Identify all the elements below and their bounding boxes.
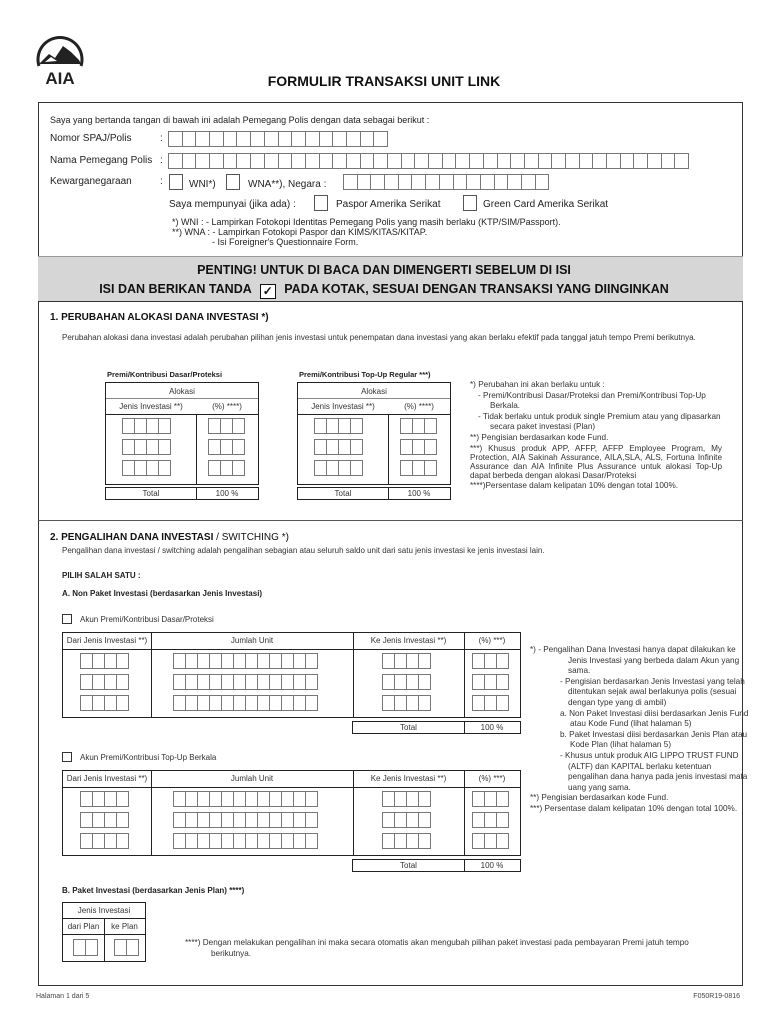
char-box[interactable] <box>223 153 238 169</box>
char-box[interactable] <box>620 153 635 169</box>
char-box[interactable] <box>250 131 265 147</box>
column-header: Jumlah Unit <box>230 636 274 645</box>
char-box[interactable] <box>494 174 509 190</box>
switch-field[interactable] <box>174 791 318 807</box>
total-row <box>105 487 259 500</box>
char-box[interactable] <box>418 674 431 690</box>
section2-desc: Pengalihan dana investasi / switching adalah pengalihan sebagian atau seluruh saldo unit dari satu jenis investasi ke jenis investasi lain. <box>62 546 545 555</box>
char-box[interactable] <box>466 174 481 190</box>
column-header: Ke Jenis Investasi **) <box>370 636 447 645</box>
section2-heading <box>50 532 289 543</box>
rule <box>196 414 197 485</box>
wni-label: WNI*) <box>189 179 216 190</box>
column-header: Jumlah Unit <box>230 774 274 783</box>
char-box[interactable] <box>305 153 320 169</box>
switch-field[interactable] <box>81 812 129 828</box>
char-box[interactable] <box>116 653 129 669</box>
char-box[interactable] <box>425 174 440 190</box>
char-box[interactable] <box>158 439 171 455</box>
rule <box>353 771 354 855</box>
account-label: Akun Premi/Kontribusi Top-Up Berkala <box>80 753 217 762</box>
section1-heading: 1. PERUBAHAN ALOKASI DANA INVESTASI *) <box>50 312 269 323</box>
colon: : <box>160 176 163 187</box>
rule <box>151 633 152 717</box>
section1-notes <box>470 380 722 491</box>
char-box[interactable] <box>305 833 318 849</box>
char-box[interactable] <box>305 653 318 669</box>
alokasi-header: Alokasi <box>169 387 195 396</box>
note: - Tidak berlaku untuk produk single Premium atau yang dipasarkan secara paket investasi (Plan) <box>478 411 721 432</box>
section1-desc: Perubahan alokasi dana investasi adalah perubahan pilihan jenis investasi untuk penempatan dana investasi yang akan berlaku efektif pada tanggal jatuh tempo Premi berikutnya. <box>62 333 696 342</box>
char-box[interactable] <box>291 153 306 169</box>
char-box[interactable] <box>398 174 413 190</box>
b-heading: B. Paket Investasi (berdasarkan Jenis Plan) ****) <box>62 886 245 895</box>
char-box[interactable] <box>278 153 293 169</box>
account-checkbox[interactable] <box>62 614 72 624</box>
page-title: FORMULIR TRANSAKSI UNIT LINK <box>267 73 501 89</box>
total-value: 100 % <box>480 861 504 870</box>
total-value: 100 % <box>215 489 239 498</box>
switch-field[interactable] <box>473 653 509 669</box>
check-icon: ✓ <box>260 284 276 299</box>
rule <box>298 398 450 399</box>
wna-label: WNA**), Negara : <box>248 179 327 190</box>
from-plan-header: dari Plan <box>67 922 100 931</box>
char-box[interactable] <box>418 791 431 807</box>
char-box[interactable] <box>332 153 347 169</box>
note-wni: *) WNI : - Lampirkan Fotokopi Identitas Pemegang Polis yang masih berlaku (KTP/SIM/Passport). <box>172 217 561 227</box>
char-box[interactable] <box>85 939 98 956</box>
char-box[interactable] <box>305 674 318 690</box>
char-box[interactable] <box>373 131 388 147</box>
char-box[interactable] <box>158 418 171 434</box>
holder-name-label: Nama Pemegang Polis <box>50 155 153 166</box>
char-box[interactable] <box>661 153 676 169</box>
divider <box>38 520 743 521</box>
rule <box>353 633 354 717</box>
char-box[interactable] <box>195 131 210 147</box>
switch-field[interactable] <box>81 833 129 849</box>
percent-header: (%) ****) <box>212 402 242 411</box>
note: *) Perubahan ini akan berlaku untuk : <box>470 380 605 389</box>
account-checkbox[interactable] <box>62 752 72 762</box>
switch-field[interactable] <box>473 674 509 690</box>
fund-code-field[interactable] <box>315 418 363 434</box>
char-box[interactable] <box>418 833 431 849</box>
char-box[interactable] <box>510 153 525 169</box>
wni-checkbox[interactable] <box>169 174 183 190</box>
plan-table-header: Jenis Investasi <box>77 906 131 915</box>
char-box[interactable] <box>384 174 399 190</box>
note: ****)Persentase dalam kelipatan 10% dengan total 100%. <box>470 480 679 490</box>
switch-field[interactable] <box>174 674 318 690</box>
banner-line1: PENTING! UNTUK DI BACA DAN DIMENGERTI SEBELUM DI ISI <box>197 263 571 277</box>
section2-heading-bold: 2. PENGALIHAN DANA INVESTASI <box>50 532 214 543</box>
char-box[interactable] <box>424 418 437 434</box>
char-box[interactable] <box>264 153 279 169</box>
allocation-table <box>297 382 451 485</box>
intro-text: Saya yang bertanda tangan di bawah ini adalah Pemegang Polis dengan data sebagai berikut : <box>50 115 430 125</box>
switch-field[interactable] <box>174 653 318 669</box>
note: - Premi/Kontribusi Dasar/Proteksi dan Premi/Kontribusi Top-Up Berkala. <box>478 390 706 411</box>
percent-field[interactable] <box>401 439 437 455</box>
char-box[interactable] <box>551 153 566 169</box>
char-box[interactable] <box>647 153 662 169</box>
char-box[interactable] <box>592 153 607 169</box>
percent-field[interactable] <box>209 418 245 434</box>
char-box[interactable] <box>360 131 375 147</box>
char-box[interactable] <box>373 153 388 169</box>
char-box[interactable] <box>387 153 402 169</box>
char-box[interactable] <box>453 174 468 190</box>
account-label: Akun Premi/Kontribusi Dasar/Proteksi <box>80 615 214 624</box>
char-box[interactable] <box>319 153 334 169</box>
fund-code-field[interactable] <box>123 418 171 434</box>
percent-header: (%) ****) <box>404 402 434 411</box>
note: **) Pengisian berdasarkan kode Fund. <box>470 432 609 442</box>
char-box[interactable] <box>418 695 431 711</box>
switch-field[interactable] <box>473 833 509 849</box>
char-box[interactable] <box>126 939 139 956</box>
note: ***) Persentase dalam kelipatan 10% dengan total 100%. <box>530 803 738 813</box>
a-heading: A. Non Paket Investasi (berdasarkan Jenis Investasi) <box>62 589 263 598</box>
switch-field[interactable] <box>473 791 509 807</box>
allocation-table <box>105 382 259 485</box>
char-box[interactable] <box>496 833 509 849</box>
char-box[interactable] <box>418 812 431 828</box>
switch-field[interactable] <box>81 695 129 711</box>
column-header: Dari Jenis Investasi **) <box>66 774 148 783</box>
char-box[interactable] <box>483 153 498 169</box>
us-passport-checkbox[interactable] <box>314 195 328 211</box>
note-questionnaire: - Isi Foreigner's Questionnaire Form. <box>212 237 359 247</box>
char-box[interactable] <box>507 174 522 190</box>
char-box[interactable] <box>455 153 470 169</box>
switching-table <box>62 632 521 718</box>
fund-type-header: Jenis Investasi **) <box>311 402 375 411</box>
char-box[interactable] <box>223 131 238 147</box>
char-box[interactable] <box>236 153 251 169</box>
char-box[interactable] <box>633 153 648 169</box>
char-box[interactable] <box>360 153 375 169</box>
switch-field[interactable] <box>174 833 318 849</box>
note: b. Paket Investasi diisi berdasarkan Jenis Plan atau Kode Plan (lihat halaman 5) <box>560 729 748 750</box>
total-label: Total <box>400 723 417 732</box>
char-box[interactable] <box>496 812 509 828</box>
rule <box>63 649 520 650</box>
column-header: Ke Jenis Investasi **) <box>370 774 447 783</box>
char-box[interactable] <box>496 653 509 669</box>
fund-code-field[interactable] <box>315 460 363 476</box>
char-box[interactable] <box>469 153 484 169</box>
char-box[interactable] <box>524 153 539 169</box>
char-box[interactable] <box>116 833 129 849</box>
char-box[interactable] <box>168 131 183 147</box>
note: ***) Khusus produk APP, AFFP, AFFP Employee Program, My Protection, AIA Sakinah Assurance, AILA,SLA, ALS, Fortuna Infinite Assurance dan AIA Infinite Plus Assurance untuk alokasi Top-Up dapat berbeda dengan alokasi Dasar/Proteksi <box>470 443 722 481</box>
switch-field[interactable] <box>174 695 318 711</box>
rule <box>464 633 465 717</box>
total-label: Total <box>400 861 417 870</box>
holder-name-field[interactable] <box>169 153 689 169</box>
policy-no-label: Nomor SPAJ/Polis <box>50 133 132 144</box>
note: *) - Pengalihan Dana Investasi hanya dapat dilakukan ke Jenis Investasi yang berbeda dalam Akun yang sama. <box>530 645 740 676</box>
char-box[interactable] <box>346 131 361 147</box>
note-wna: **) WNA : - Lampirkan Fotokopi Paspor dan KIMS/KITAS/KITAP. <box>172 227 428 237</box>
choose-one: PILIH SALAH SATU : <box>62 571 141 580</box>
char-box[interactable] <box>332 131 347 147</box>
char-box[interactable] <box>168 153 183 169</box>
char-box[interactable] <box>250 153 265 169</box>
char-box[interactable] <box>414 153 429 169</box>
char-box[interactable] <box>674 153 689 169</box>
fund-code-field[interactable] <box>315 439 363 455</box>
char-box[interactable] <box>418 653 431 669</box>
rule <box>106 414 258 415</box>
plan-table <box>62 902 146 962</box>
char-box[interactable] <box>232 460 245 476</box>
char-box[interactable] <box>319 131 334 147</box>
char-box[interactable] <box>411 174 426 190</box>
switch-field[interactable] <box>473 812 509 828</box>
us-passport-label: Paspor Amerika Serikat <box>336 199 441 210</box>
switch-field[interactable] <box>383 653 431 669</box>
switch-field[interactable] <box>174 812 318 828</box>
percent-field[interactable] <box>209 460 245 476</box>
rule <box>298 414 450 415</box>
fund-code-field[interactable] <box>123 439 171 455</box>
percent-field[interactable] <box>401 460 437 476</box>
country-field[interactable] <box>344 174 549 190</box>
b-note: ****) Dengan melakukan pengalihan ini maka secara otomatis akan mengubah pilihan paket investasi pada pembayaran Premi jatuh tempo berikutnya. <box>185 938 689 958</box>
form-code: F050R19-0816 <box>693 993 740 1000</box>
column-header: Dari Jenis Investasi **) <box>66 636 148 645</box>
char-box[interactable] <box>401 153 416 169</box>
char-box[interactable] <box>439 174 454 190</box>
allocation-table-caption: Premi/Kontribusi Top-Up Regular ***) <box>299 370 431 379</box>
colon: : <box>160 133 163 144</box>
note: **) Pengisian berdasarkan kode Fund. <box>530 793 669 803</box>
citizenship-label: Kewarganegaraan <box>50 176 132 187</box>
section2-notes <box>530 645 750 815</box>
char-box[interactable] <box>350 418 363 434</box>
char-box[interactable] <box>535 174 550 190</box>
rule <box>464 771 465 855</box>
page-number: Halaman 1 dari 5 <box>36 993 90 1000</box>
allocation-table-caption: Premi/Kontribusi Dasar/Proteksi <box>107 370 223 379</box>
char-box[interactable] <box>370 174 385 190</box>
char-box[interactable] <box>305 812 318 828</box>
column-header: (%) ***) <box>478 636 506 645</box>
char-box[interactable] <box>424 439 437 455</box>
green-card-checkbox[interactable] <box>463 195 477 211</box>
percent-field[interactable] <box>209 439 245 455</box>
char-box[interactable] <box>278 131 293 147</box>
char-box[interactable] <box>497 153 512 169</box>
switch-field[interactable] <box>81 791 129 807</box>
have-label: Saya mempunyai (jika ada) : <box>169 199 296 210</box>
section2-heading-normal: / SWITCHING *) <box>213 532 289 543</box>
banner-line2-b: PADA KOTAK, SESUAI DENGAN TRANSAKSI YANG DIINGINKAN <box>284 282 669 296</box>
char-box[interactable] <box>305 131 320 147</box>
total-row <box>352 859 521 872</box>
to-plan-field[interactable] <box>115 939 139 956</box>
char-box[interactable] <box>496 695 509 711</box>
char-box[interactable] <box>232 418 245 434</box>
switch-field[interactable] <box>383 791 431 807</box>
char-box[interactable] <box>350 460 363 476</box>
char-box[interactable] <box>606 153 621 169</box>
switching-table <box>62 770 521 856</box>
char-box[interactable] <box>232 439 245 455</box>
char-box[interactable] <box>116 674 129 690</box>
switch-field[interactable] <box>473 695 509 711</box>
char-box[interactable] <box>195 153 210 169</box>
banner-line2-a: ISI DAN BERIKAN TANDA <box>99 282 252 296</box>
char-box[interactable] <box>480 174 495 190</box>
char-box[interactable] <box>182 153 197 169</box>
to-plan-header: ke Plan <box>111 922 138 931</box>
char-box[interactable] <box>264 131 279 147</box>
switch-field[interactable] <box>383 833 431 849</box>
wna-checkbox[interactable] <box>226 174 240 190</box>
char-box[interactable] <box>343 174 358 190</box>
char-box[interactable] <box>350 439 363 455</box>
rule <box>388 414 389 485</box>
fund-code-field[interactable] <box>123 460 171 476</box>
char-box[interactable] <box>291 131 306 147</box>
banner-line2 <box>0 282 768 299</box>
char-box[interactable] <box>116 695 129 711</box>
switch-field[interactable] <box>383 674 431 690</box>
char-box[interactable] <box>496 791 509 807</box>
char-box[interactable] <box>428 153 443 169</box>
from-plan-field[interactable] <box>74 939 98 956</box>
char-box[interactable] <box>538 153 553 169</box>
total-label: Total <box>142 489 160 498</box>
percent-field[interactable] <box>401 418 437 434</box>
char-box[interactable] <box>209 131 224 147</box>
svg-text:AIA: AIA <box>45 69 75 86</box>
switch-field[interactable] <box>383 695 431 711</box>
column-header: (%) ***) <box>478 774 506 783</box>
total-row <box>352 721 521 734</box>
char-box[interactable] <box>579 153 594 169</box>
total-row <box>297 487 451 500</box>
switch-field[interactable] <box>81 653 129 669</box>
rule <box>104 918 105 962</box>
char-box[interactable] <box>521 174 536 190</box>
green-card-label: Green Card Amerika Serikat <box>483 199 609 210</box>
char-box[interactable] <box>236 131 251 147</box>
total-label: Total <box>334 489 352 498</box>
char-box[interactable] <box>424 460 437 476</box>
char-box[interactable] <box>496 674 509 690</box>
switch-field[interactable] <box>383 812 431 828</box>
char-box[interactable] <box>182 131 197 147</box>
char-box[interactable] <box>565 153 580 169</box>
char-box[interactable] <box>116 791 129 807</box>
rule <box>151 771 152 855</box>
alokasi-header: Alokasi <box>361 387 387 396</box>
total-value: 100 % <box>480 723 504 732</box>
colon: : <box>160 155 163 166</box>
char-box[interactable] <box>305 695 318 711</box>
char-box[interactable] <box>357 174 372 190</box>
char-box[interactable] <box>209 153 224 169</box>
char-box[interactable] <box>158 460 171 476</box>
fund-type-header: Jenis Investasi **) <box>119 402 183 411</box>
note: a. Non Paket Investasi diisi berdasarkan Jenis Fund atau Kode Fund (lihat halaman 5) <box>560 708 749 729</box>
note: - Pengisian berdasarkan Jenis Investasi yang telah ditentukan sejak awal berlakunya polis (sesuai dengan type yang di ambil) <box>560 676 745 707</box>
switch-field[interactable] <box>81 674 129 690</box>
char-box[interactable] <box>346 153 361 169</box>
char-box[interactable] <box>305 791 318 807</box>
rule <box>106 398 258 399</box>
note: - Khusus untuk produk AIG LIPPO TRUST FUND (ALTF) dan KAPITAL berlaku ketentuan pengalihan dana hanya pada jenis investasi mata uang yang sama. <box>560 750 748 792</box>
char-box[interactable] <box>442 153 457 169</box>
rule <box>63 787 520 788</box>
policy-no-field[interactable] <box>169 131 388 147</box>
char-box[interactable] <box>116 812 129 828</box>
total-value: 100 % <box>407 489 431 498</box>
